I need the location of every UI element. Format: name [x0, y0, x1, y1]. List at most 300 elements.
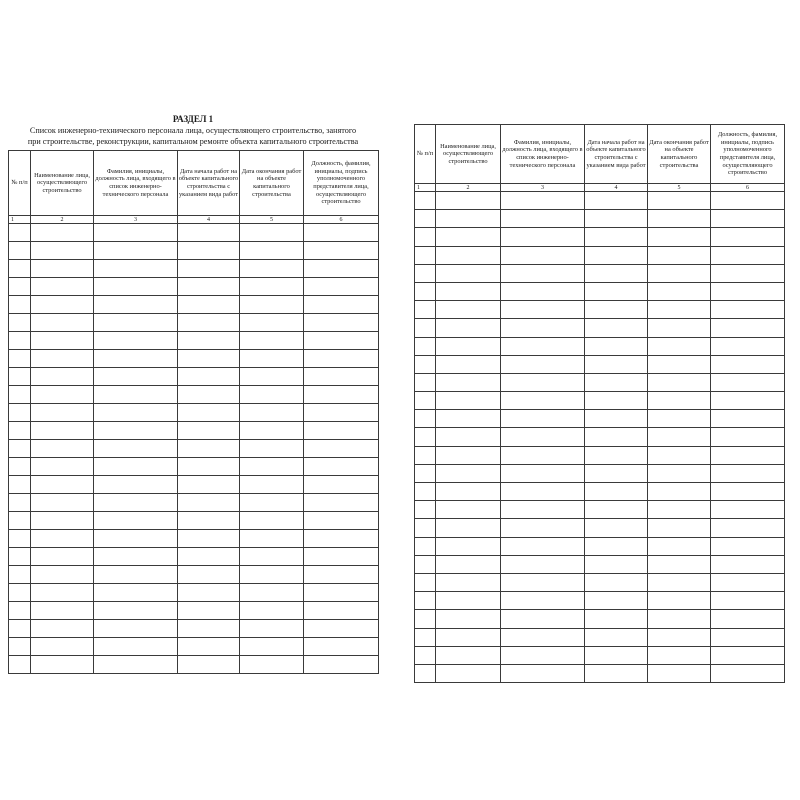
- table-cell[interactable]: [585, 301, 648, 319]
- table-cell[interactable]: [178, 386, 240, 404]
- table-cell[interactable]: [178, 440, 240, 458]
- table-cell[interactable]: [304, 548, 379, 566]
- table-cell[interactable]: [304, 512, 379, 530]
- table-cell[interactable]: [648, 464, 711, 482]
- table-cell[interactable]: [501, 610, 585, 628]
- table-cell[interactable]: [178, 296, 240, 314]
- table-cell[interactable]: [304, 332, 379, 350]
- table-cell[interactable]: [711, 428, 785, 446]
- table-cell[interactable]: [585, 428, 648, 446]
- table-cell[interactable]: [436, 355, 501, 373]
- table-cell[interactable]: [501, 355, 585, 373]
- table-cell[interactable]: [304, 224, 379, 242]
- table-cell[interactable]: [31, 584, 94, 602]
- table-cell[interactable]: [94, 602, 178, 620]
- table-cell[interactable]: [31, 404, 94, 422]
- table-cell[interactable]: [648, 446, 711, 464]
- table-cell[interactable]: [240, 278, 304, 296]
- table-cell[interactable]: [711, 373, 785, 391]
- table-cell[interactable]: [415, 428, 436, 446]
- table-cell[interactable]: [501, 282, 585, 300]
- table-cell[interactable]: [94, 386, 178, 404]
- table-cell[interactable]: [648, 428, 711, 446]
- table-cell[interactable]: [585, 483, 648, 501]
- table-cell[interactable]: [9, 458, 31, 476]
- table-cell[interactable]: [9, 422, 31, 440]
- table-cell[interactable]: [415, 282, 436, 300]
- table-cell[interactable]: [31, 656, 94, 674]
- table-cell[interactable]: [94, 404, 178, 422]
- table-cell[interactable]: [501, 246, 585, 264]
- table-cell[interactable]: [240, 332, 304, 350]
- table-cell[interactable]: [501, 519, 585, 537]
- table-cell[interactable]: [178, 638, 240, 656]
- table-cell[interactable]: [415, 192, 436, 210]
- table-cell[interactable]: [94, 350, 178, 368]
- table-cell[interactable]: [415, 592, 436, 610]
- table-cell[interactable]: [648, 555, 711, 573]
- table-cell[interactable]: [501, 555, 585, 573]
- table-cell[interactable]: [304, 584, 379, 602]
- table-cell[interactable]: [178, 278, 240, 296]
- table-cell[interactable]: [711, 264, 785, 282]
- table-cell[interactable]: [178, 584, 240, 602]
- table-cell[interactable]: [436, 501, 501, 519]
- table-cell[interactable]: [711, 664, 785, 682]
- table-cell[interactable]: [31, 260, 94, 278]
- table-cell[interactable]: [31, 314, 94, 332]
- table-cell[interactable]: [94, 476, 178, 494]
- table-cell[interactable]: [501, 464, 585, 482]
- table-cell[interactable]: [415, 628, 436, 646]
- table-cell[interactable]: [94, 458, 178, 476]
- table-cell[interactable]: [648, 210, 711, 228]
- table-cell[interactable]: [94, 242, 178, 260]
- table-cell[interactable]: [9, 494, 31, 512]
- table-cell[interactable]: [240, 602, 304, 620]
- table-cell[interactable]: [585, 446, 648, 464]
- table-cell[interactable]: [304, 404, 379, 422]
- table-cell[interactable]: [9, 602, 31, 620]
- table-cell[interactable]: [240, 260, 304, 278]
- table-cell[interactable]: [9, 296, 31, 314]
- table-cell[interactable]: [94, 512, 178, 530]
- table-cell[interactable]: [31, 530, 94, 548]
- table-cell[interactable]: [501, 410, 585, 428]
- table-cell[interactable]: [436, 246, 501, 264]
- table-cell[interactable]: [648, 228, 711, 246]
- table-cell[interactable]: [501, 192, 585, 210]
- table-cell[interactable]: [304, 530, 379, 548]
- table-cell[interactable]: [9, 350, 31, 368]
- table-cell[interactable]: [436, 282, 501, 300]
- table-cell[interactable]: [94, 314, 178, 332]
- table-cell[interactable]: [585, 319, 648, 337]
- table-cell[interactable]: [94, 584, 178, 602]
- table-cell[interactable]: [240, 242, 304, 260]
- table-cell[interactable]: [304, 350, 379, 368]
- table-cell[interactable]: [436, 537, 501, 555]
- table-cell[interactable]: [240, 620, 304, 638]
- table-cell[interactable]: [9, 260, 31, 278]
- table-cell[interactable]: [415, 464, 436, 482]
- table-cell[interactable]: [436, 392, 501, 410]
- table-cell[interactable]: [94, 530, 178, 548]
- table-cell[interactable]: [415, 355, 436, 373]
- table-cell[interactable]: [178, 512, 240, 530]
- table-cell[interactable]: [436, 610, 501, 628]
- table-cell[interactable]: [711, 501, 785, 519]
- table-cell[interactable]: [304, 368, 379, 386]
- table-cell[interactable]: [648, 646, 711, 664]
- table-cell[interactable]: [648, 501, 711, 519]
- table-cell[interactable]: [178, 494, 240, 512]
- table-cell[interactable]: [648, 373, 711, 391]
- table-cell[interactable]: [178, 458, 240, 476]
- table-cell[interactable]: [648, 337, 711, 355]
- table-cell[interactable]: [585, 646, 648, 664]
- table-cell[interactable]: [436, 264, 501, 282]
- table-cell[interactable]: [585, 610, 648, 628]
- table-cell[interactable]: [501, 664, 585, 682]
- table-cell[interactable]: [711, 319, 785, 337]
- table-cell[interactable]: [648, 192, 711, 210]
- table-cell[interactable]: [648, 483, 711, 501]
- table-cell[interactable]: [9, 368, 31, 386]
- table-cell[interactable]: [9, 386, 31, 404]
- table-cell[interactable]: [178, 656, 240, 674]
- table-cell[interactable]: [240, 404, 304, 422]
- table-cell[interactable]: [436, 483, 501, 501]
- table-cell[interactable]: [94, 566, 178, 584]
- table-cell[interactable]: [304, 422, 379, 440]
- table-cell[interactable]: [415, 646, 436, 664]
- table-cell[interactable]: [94, 548, 178, 566]
- table-cell[interactable]: [648, 355, 711, 373]
- table-cell[interactable]: [415, 446, 436, 464]
- table-cell[interactable]: [304, 494, 379, 512]
- table-cell[interactable]: [415, 537, 436, 555]
- table-cell[interactable]: [585, 373, 648, 391]
- table-cell[interactable]: [711, 483, 785, 501]
- table-cell[interactable]: [31, 332, 94, 350]
- table-cell[interactable]: [501, 210, 585, 228]
- table-cell[interactable]: [585, 282, 648, 300]
- table-cell[interactable]: [436, 519, 501, 537]
- table-cell[interactable]: [178, 404, 240, 422]
- table-cell[interactable]: [436, 410, 501, 428]
- table-cell[interactable]: [31, 278, 94, 296]
- table-cell[interactable]: [501, 264, 585, 282]
- table-cell[interactable]: [240, 458, 304, 476]
- table-cell[interactable]: [501, 628, 585, 646]
- table-cell[interactable]: [31, 620, 94, 638]
- table-cell[interactable]: [711, 210, 785, 228]
- table-cell[interactable]: [711, 519, 785, 537]
- table-cell[interactable]: [240, 224, 304, 242]
- table-cell[interactable]: [9, 404, 31, 422]
- table-cell[interactable]: [31, 458, 94, 476]
- table-cell[interactable]: [415, 573, 436, 591]
- table-cell[interactable]: [711, 337, 785, 355]
- table-cell[interactable]: [240, 638, 304, 656]
- table-cell[interactable]: [501, 337, 585, 355]
- table-cell[interactable]: [31, 548, 94, 566]
- table-cell[interactable]: [415, 483, 436, 501]
- table-cell[interactable]: [240, 440, 304, 458]
- table-cell[interactable]: [648, 246, 711, 264]
- table-cell[interactable]: [94, 620, 178, 638]
- table-cell[interactable]: [711, 228, 785, 246]
- table-cell[interactable]: [94, 278, 178, 296]
- table-cell[interactable]: [436, 337, 501, 355]
- table-cell[interactable]: [415, 246, 436, 264]
- table-cell[interactable]: [415, 319, 436, 337]
- table-cell[interactable]: [711, 282, 785, 300]
- table-cell[interactable]: [711, 464, 785, 482]
- table-cell[interactable]: [711, 392, 785, 410]
- table-cell[interactable]: [178, 242, 240, 260]
- table-cell[interactable]: [711, 573, 785, 591]
- table-cell[interactable]: [304, 314, 379, 332]
- table-cell[interactable]: [31, 422, 94, 440]
- table-cell[interactable]: [9, 314, 31, 332]
- table-cell[interactable]: [436, 592, 501, 610]
- table-cell[interactable]: [711, 537, 785, 555]
- table-cell[interactable]: [240, 314, 304, 332]
- table-cell[interactable]: [94, 368, 178, 386]
- table-cell[interactable]: [94, 260, 178, 278]
- table-cell[interactable]: [94, 224, 178, 242]
- table-cell[interactable]: [31, 512, 94, 530]
- table-cell[interactable]: [31, 566, 94, 584]
- table-cell[interactable]: [94, 422, 178, 440]
- table-cell[interactable]: [178, 368, 240, 386]
- table-cell[interactable]: [501, 646, 585, 664]
- table-cell[interactable]: [648, 628, 711, 646]
- table-cell[interactable]: [501, 392, 585, 410]
- table-cell[interactable]: [415, 392, 436, 410]
- table-cell[interactable]: [9, 638, 31, 656]
- table-cell[interactable]: [711, 355, 785, 373]
- table-cell[interactable]: [31, 602, 94, 620]
- table-cell[interactable]: [178, 620, 240, 638]
- table-cell[interactable]: [178, 314, 240, 332]
- table-cell[interactable]: [436, 210, 501, 228]
- table-cell[interactable]: [9, 548, 31, 566]
- table-cell[interactable]: [415, 664, 436, 682]
- table-cell[interactable]: [436, 428, 501, 446]
- table-cell[interactable]: [240, 512, 304, 530]
- table-cell[interactable]: [648, 410, 711, 428]
- table-cell[interactable]: [304, 260, 379, 278]
- table-cell[interactable]: [31, 242, 94, 260]
- table-cell[interactable]: [178, 602, 240, 620]
- table-cell[interactable]: [178, 350, 240, 368]
- table-cell[interactable]: [94, 638, 178, 656]
- table-cell[interactable]: [31, 224, 94, 242]
- table-cell[interactable]: [711, 610, 785, 628]
- table-cell[interactable]: [585, 573, 648, 591]
- table-cell[interactable]: [501, 228, 585, 246]
- table-cell[interactable]: [415, 264, 436, 282]
- table-cell[interactable]: [585, 501, 648, 519]
- table-cell[interactable]: [9, 512, 31, 530]
- table-cell[interactable]: [9, 530, 31, 548]
- table-cell[interactable]: [585, 264, 648, 282]
- table-cell[interactable]: [711, 628, 785, 646]
- table-cell[interactable]: [31, 296, 94, 314]
- table-cell[interactable]: [240, 386, 304, 404]
- table-cell[interactable]: [585, 664, 648, 682]
- table-cell[interactable]: [585, 555, 648, 573]
- table-cell[interactable]: [178, 476, 240, 494]
- table-cell[interactable]: [648, 610, 711, 628]
- table-cell[interactable]: [415, 501, 436, 519]
- table-cell[interactable]: [304, 566, 379, 584]
- table-cell[interactable]: [585, 246, 648, 264]
- table-cell[interactable]: [9, 656, 31, 674]
- table-cell[interactable]: [648, 519, 711, 537]
- table-cell[interactable]: [436, 664, 501, 682]
- table-cell[interactable]: [585, 537, 648, 555]
- table-cell[interactable]: [31, 368, 94, 386]
- table-cell[interactable]: [178, 422, 240, 440]
- table-cell[interactable]: [9, 566, 31, 584]
- table-cell[interactable]: [648, 282, 711, 300]
- table-cell[interactable]: [585, 192, 648, 210]
- table-cell[interactable]: [31, 476, 94, 494]
- table-cell[interactable]: [240, 476, 304, 494]
- table-cell[interactable]: [9, 620, 31, 638]
- table-cell[interactable]: [501, 592, 585, 610]
- table-cell[interactable]: [240, 530, 304, 548]
- table-cell[interactable]: [585, 592, 648, 610]
- table-cell[interactable]: [436, 319, 501, 337]
- table-cell[interactable]: [585, 355, 648, 373]
- table-cell[interactable]: [436, 373, 501, 391]
- table-cell[interactable]: [415, 555, 436, 573]
- table-cell[interactable]: [31, 494, 94, 512]
- table-cell[interactable]: [711, 192, 785, 210]
- table-cell[interactable]: [436, 192, 501, 210]
- table-cell[interactable]: [585, 464, 648, 482]
- table-cell[interactable]: [711, 592, 785, 610]
- table-cell[interactable]: [711, 446, 785, 464]
- table-cell[interactable]: [240, 548, 304, 566]
- table-cell[interactable]: [648, 264, 711, 282]
- table-cell[interactable]: [9, 476, 31, 494]
- table-cell[interactable]: [648, 537, 711, 555]
- table-cell[interactable]: [240, 656, 304, 674]
- table-cell[interactable]: [94, 332, 178, 350]
- table-cell[interactable]: [304, 278, 379, 296]
- table-cell[interactable]: [648, 664, 711, 682]
- table-cell[interactable]: [304, 602, 379, 620]
- table-cell[interactable]: [304, 296, 379, 314]
- table-cell[interactable]: [585, 210, 648, 228]
- table-cell[interactable]: [415, 519, 436, 537]
- table-cell[interactable]: [648, 592, 711, 610]
- table-cell[interactable]: [94, 656, 178, 674]
- table-cell[interactable]: [436, 228, 501, 246]
- table-cell[interactable]: [501, 319, 585, 337]
- table-cell[interactable]: [436, 573, 501, 591]
- table-cell[interactable]: [240, 584, 304, 602]
- table-cell[interactable]: [648, 319, 711, 337]
- table-cell[interactable]: [585, 519, 648, 537]
- table-cell[interactable]: [436, 555, 501, 573]
- table-cell[interactable]: [240, 368, 304, 386]
- table-cell[interactable]: [178, 260, 240, 278]
- table-cell[interactable]: [436, 464, 501, 482]
- table-cell[interactable]: [501, 501, 585, 519]
- table-cell[interactable]: [501, 428, 585, 446]
- table-cell[interactable]: [501, 301, 585, 319]
- table-cell[interactable]: [501, 537, 585, 555]
- table-cell[interactable]: [304, 242, 379, 260]
- table-cell[interactable]: [415, 410, 436, 428]
- table-cell[interactable]: [415, 337, 436, 355]
- table-cell[interactable]: [501, 573, 585, 591]
- table-cell[interactable]: [9, 278, 31, 296]
- table-cell[interactable]: [240, 296, 304, 314]
- table-cell[interactable]: [9, 440, 31, 458]
- table-cell[interactable]: [9, 224, 31, 242]
- table-cell[interactable]: [31, 350, 94, 368]
- table-cell[interactable]: [436, 301, 501, 319]
- table-cell[interactable]: [648, 573, 711, 591]
- table-cell[interactable]: [240, 566, 304, 584]
- table-cell[interactable]: [9, 584, 31, 602]
- table-cell[interactable]: [585, 228, 648, 246]
- table-cell[interactable]: [178, 548, 240, 566]
- table-cell[interactable]: [240, 494, 304, 512]
- table-cell[interactable]: [415, 228, 436, 246]
- table-cell[interactable]: [31, 638, 94, 656]
- table-cell[interactable]: [304, 620, 379, 638]
- table-cell[interactable]: [648, 392, 711, 410]
- table-cell[interactable]: [31, 440, 94, 458]
- table-cell[interactable]: [178, 530, 240, 548]
- table-cell[interactable]: [240, 422, 304, 440]
- table-cell[interactable]: [501, 373, 585, 391]
- table-cell[interactable]: [711, 301, 785, 319]
- table-cell[interactable]: [304, 476, 379, 494]
- table-cell[interactable]: [304, 656, 379, 674]
- table-cell[interactable]: [585, 337, 648, 355]
- table-cell[interactable]: [9, 242, 31, 260]
- table-cell[interactable]: [94, 494, 178, 512]
- table-cell[interactable]: [436, 646, 501, 664]
- table-cell[interactable]: [415, 373, 436, 391]
- table-cell[interactable]: [415, 301, 436, 319]
- table-cell[interactable]: [585, 410, 648, 428]
- table-cell[interactable]: [94, 296, 178, 314]
- table-cell[interactable]: [304, 638, 379, 656]
- table-cell[interactable]: [94, 440, 178, 458]
- table-cell[interactable]: [9, 332, 31, 350]
- table-cell[interactable]: [436, 628, 501, 646]
- table-cell[interactable]: [501, 483, 585, 501]
- table-cell[interactable]: [304, 386, 379, 404]
- table-cell[interactable]: [304, 458, 379, 476]
- table-cell[interactable]: [648, 301, 711, 319]
- table-cell[interactable]: [711, 646, 785, 664]
- table-cell[interactable]: [415, 210, 436, 228]
- table-cell[interactable]: [585, 628, 648, 646]
- table-cell[interactable]: [304, 440, 379, 458]
